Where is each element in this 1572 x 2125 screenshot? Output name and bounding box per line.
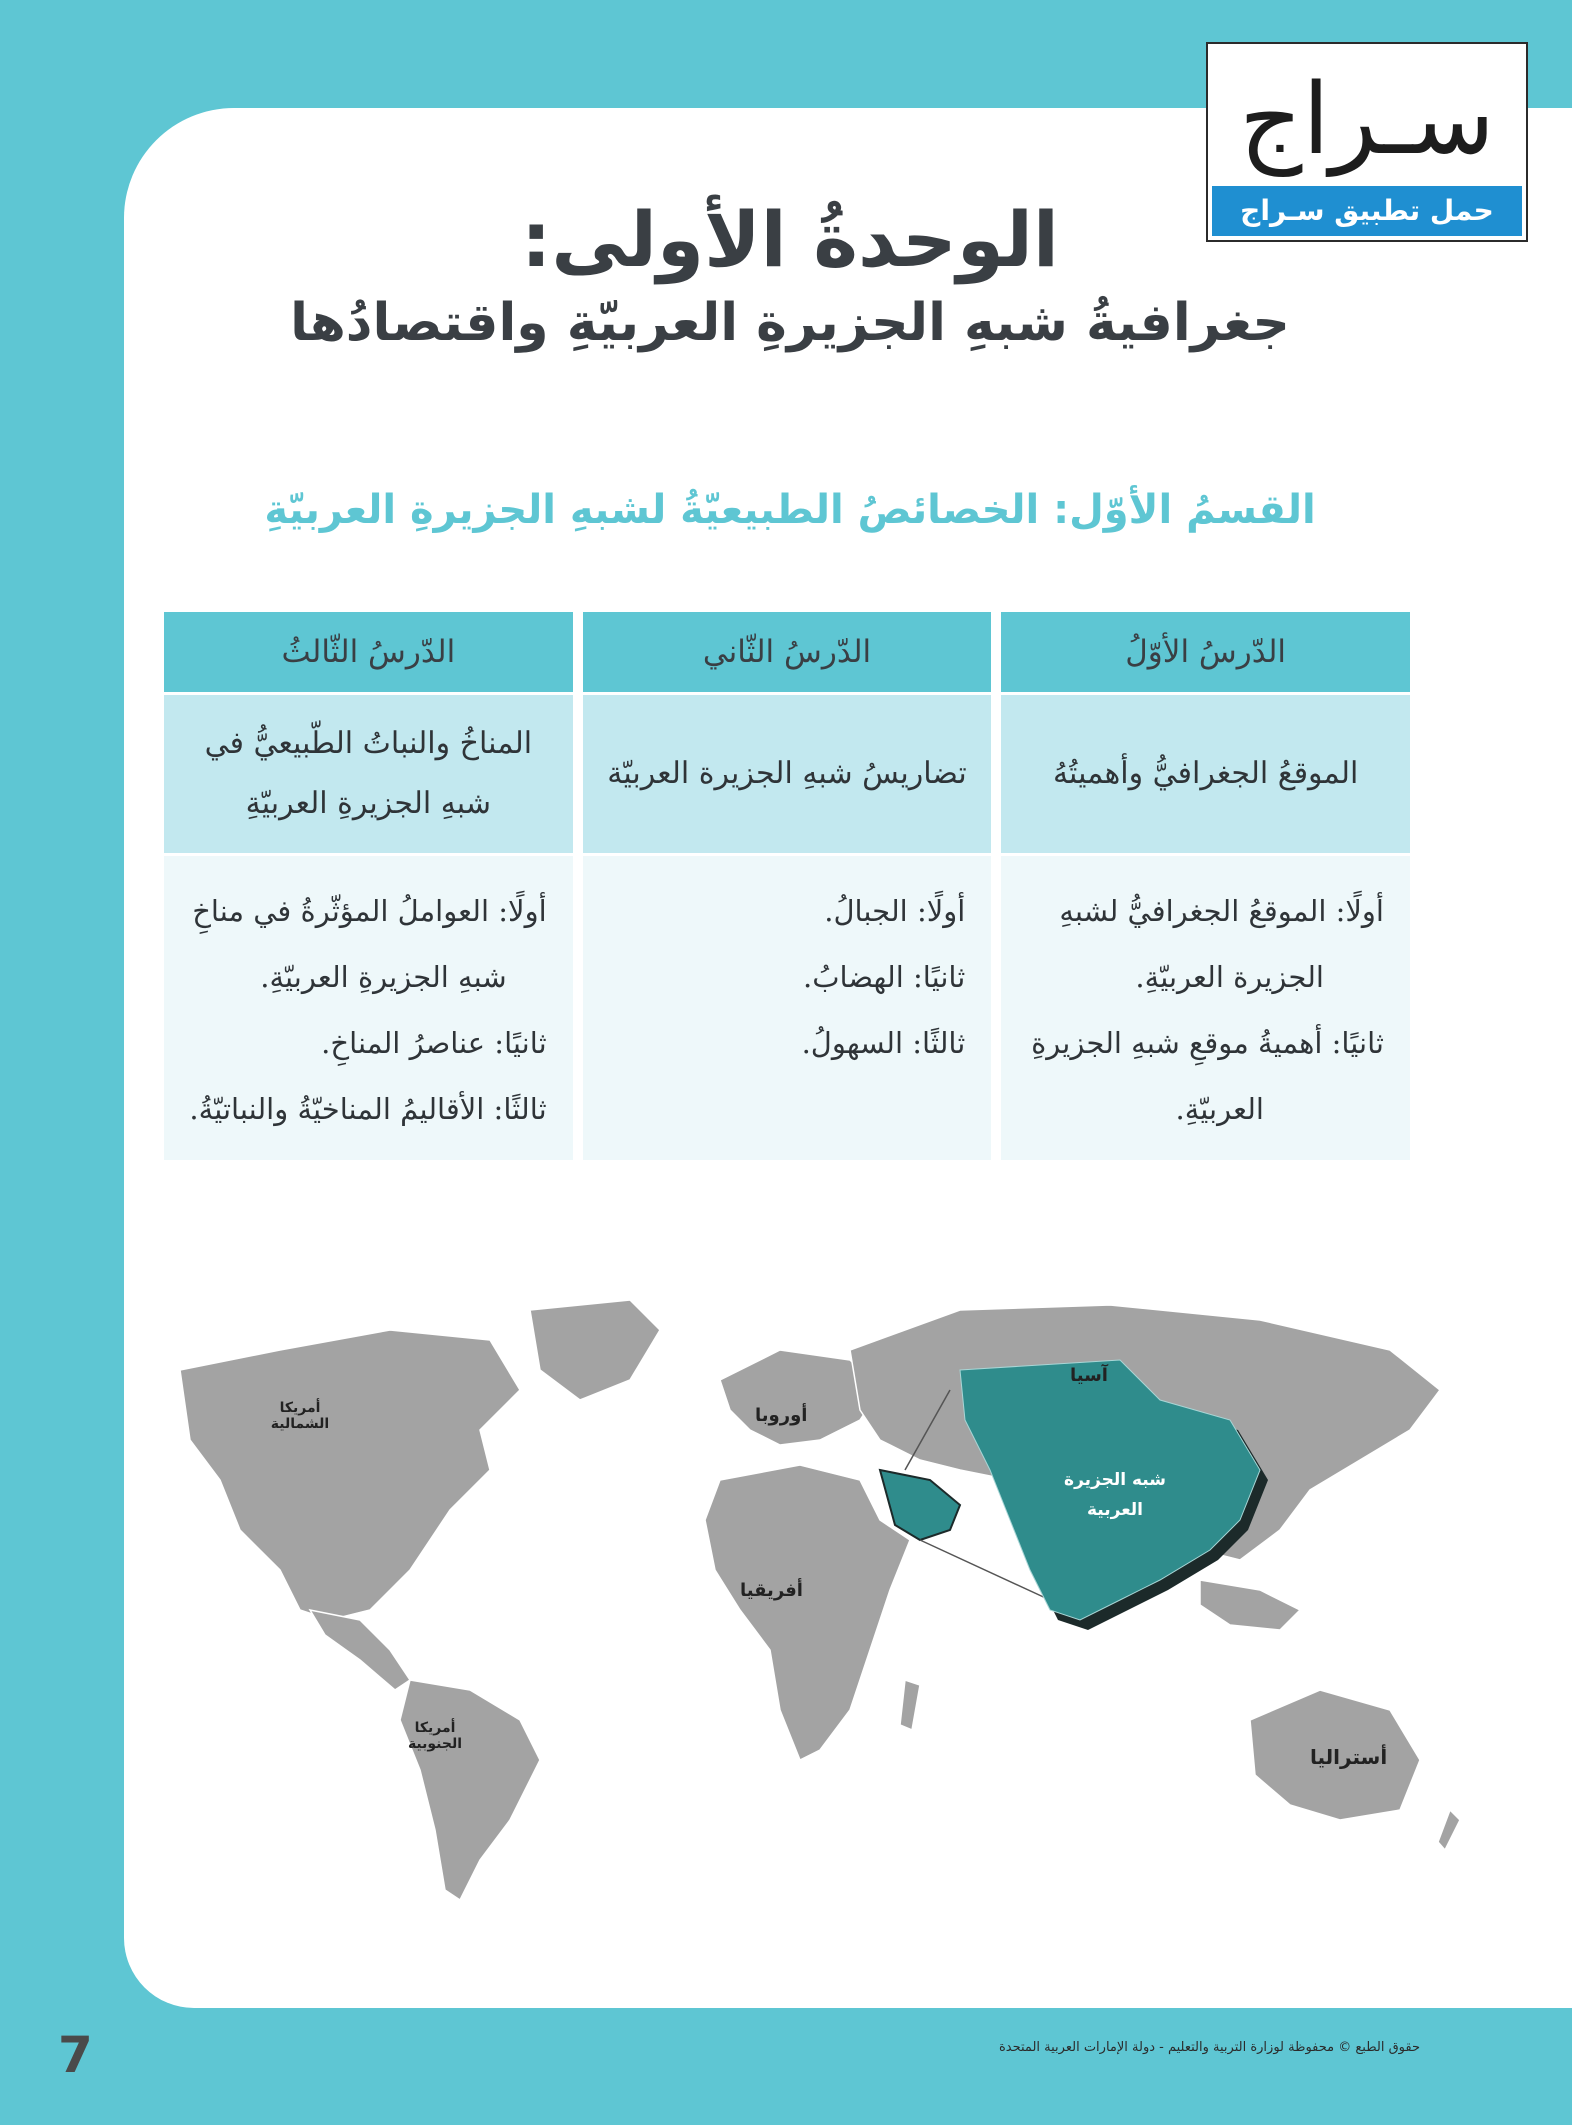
lesson-column-2 (583, 612, 992, 1160)
southeast-asia-shape (1200, 1580, 1300, 1630)
label-arabian-peninsula: شبه الجزيرة العربية (1064, 1470, 1166, 1520)
lesson-point: ثالثًا: السهولُ. (801, 1026, 966, 1060)
continents (180, 1300, 1460, 1900)
logo-tagline: حمل تطبيق سـراج (1212, 186, 1522, 236)
lesson-topic: المناخُ والنباتُ الطّبيعيُّ في شبهِ الجزيرةِ العربيّةِ (164, 695, 573, 853)
section-title: القسمُ الأوّل: الخصائصُ الطبيعيّةُ لشبهِ الجزيرةِ العربيّةِ (264, 487, 1316, 533)
lesson-point: شبهِ الجزيرةِ العربيّةِ. (260, 960, 507, 994)
lesson-points (583, 856, 992, 1160)
north-america-shape (180, 1330, 520, 1620)
central-america-shape (310, 1610, 410, 1690)
lesson-point: أولًا: العواملُ المؤثّرةُ في مناخِ (192, 894, 547, 928)
new-zealand-shape (1438, 1810, 1460, 1850)
madagascar-shape (900, 1680, 920, 1730)
lesson-points (1001, 856, 1410, 1160)
lesson-topic: الموقعُ الجغرافيُّ وأهميتُهُ (1001, 695, 1410, 853)
lesson-point: ثانيًا: عناصرُ المناخِ. (321, 1026, 547, 1060)
lesson-topic: تضاريسُ شبهِ الجزيرة العربيّة (583, 695, 992, 853)
unit-title: الوحدةُ الأولى: (521, 195, 1059, 284)
label-australia: أستراليا (1310, 1745, 1388, 1769)
lesson-points (164, 856, 573, 1160)
lesson-header: الدّرسُ الثّالثُ (164, 612, 573, 692)
label-south-america: أمريكا الجنوبية (407, 1720, 463, 1752)
lesson-header: الدّرسُ الثّاني (583, 612, 992, 692)
page-number: 7 (58, 2026, 93, 2084)
lesson-point: أولًا: الجبالُ. (824, 894, 966, 928)
lesson-point: ثانيًا: الهضابُ. (803, 960, 966, 994)
lesson-point: الجزيرة العربيّةِ. (1135, 960, 1324, 994)
world-map-graphic (160, 1290, 1480, 1910)
lesson-point: أولًا: الموقعُ الجغرافيُّ لشبهِ (1059, 894, 1384, 928)
label-north-america: أمريكا الشمالية (270, 1400, 330, 1432)
lesson-point: ثانيًا: أهميةُ موقعِ شبهِ الجزيرةِ (1031, 1026, 1384, 1060)
lesson-column-3 (164, 612, 573, 1160)
label-europe: أوروبا (755, 1405, 808, 1426)
lesson-column-1 (1001, 612, 1410, 1160)
lesson-point: العربيّةِ. (1175, 1092, 1264, 1126)
lesson-header: الدّرسُ الأوّلُ (1001, 612, 1410, 692)
lesson-point: ثالثًا: الأقاليمُ المناخيّةُ والنباتيّةُ. (189, 1092, 547, 1126)
lessons-table (164, 612, 1410, 1160)
greenland-shape (530, 1300, 660, 1400)
label-africa: أفريقيا (740, 1580, 803, 1601)
logo-wordmark: سـراج (1239, 63, 1495, 177)
label-asia: آسيا (1070, 1365, 1108, 1386)
unit-subtitle: جغرافيةُ شبهِ الجزيرةِ العربيّةِ واقتصادُها (290, 293, 1290, 353)
south-america-shape (400, 1680, 540, 1900)
world-map (160, 1290, 1480, 1910)
africa-shape (705, 1465, 910, 1760)
copyright-note: حقوق الطبع © محفوظة لوزارة التربية والتعليم - دولة الإمارات العربية المتحدة (998, 2040, 1420, 2055)
